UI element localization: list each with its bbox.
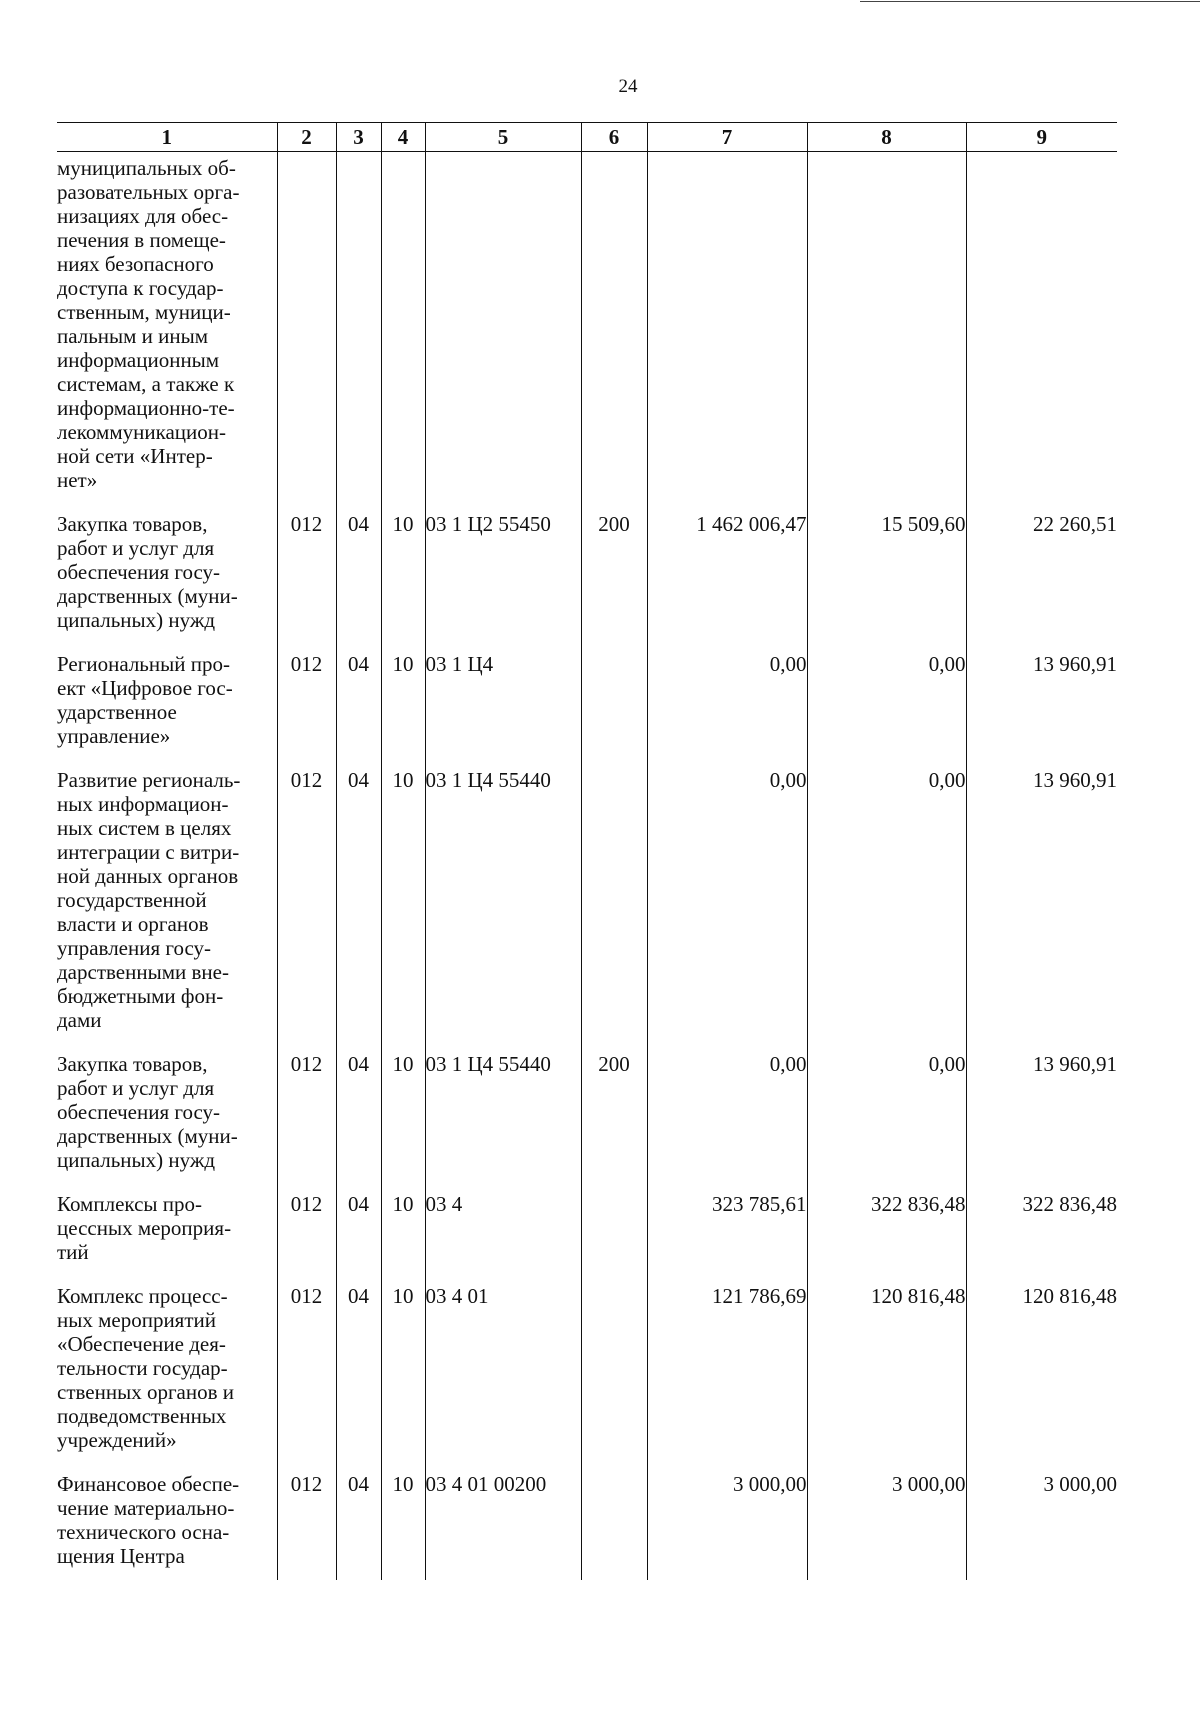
cell-col-3: 04 <box>336 1472 381 1580</box>
cell-col-6 <box>581 1284 647 1472</box>
cell-name: Комплекс процесс- ных мероприятий «Обеспечение дея- тельности государ- ственных органов и подведомственных учреждений» <box>57 1284 235 1452</box>
cell-name: Региональный про- ект «Цифровое гос- ударственное управление» <box>57 652 233 748</box>
cell-col-2: 012 <box>277 1052 336 1192</box>
table-header-row <box>57 123 1117 152</box>
cell-col-9: 22 260,51 <box>966 512 1117 652</box>
table-row <box>57 1284 1117 1472</box>
cell-col-4: 10 <box>381 1472 425 1580</box>
cell-col-7: 1 462 006,47 <box>647 512 807 652</box>
cell-col-3: 04 <box>336 512 381 652</box>
cell-col-6 <box>581 652 647 768</box>
column-header: 5 <box>425 123 581 152</box>
table-body <box>57 152 1117 1581</box>
cell-col-2: 012 <box>277 768 336 1052</box>
cell-col-3: 04 <box>336 1052 381 1192</box>
cell-col-5: 03 4 01 <box>425 1284 581 1472</box>
cell-name: Комплексы про- цессных мероприя- тий <box>57 1192 232 1264</box>
table-row <box>57 1052 1117 1192</box>
cell-col-5: 03 4 <box>425 1192 581 1284</box>
cell-col-2: 012 <box>277 1192 336 1284</box>
cell-col-7: 3 000,00 <box>647 1472 807 1580</box>
cell-col-6 <box>581 1192 647 1284</box>
cell-col-2: 012 <box>277 652 336 768</box>
cell-name: Финансовое обеспе- чение материально- технического осна- щения Центра <box>57 1472 240 1568</box>
table-row <box>57 1472 1117 1580</box>
cell-col-9: 13 960,91 <box>966 652 1117 768</box>
cell-col-5: 03 1 Ц4 <box>425 652 581 768</box>
table-row <box>57 512 1117 652</box>
cell-col-3: 04 <box>336 1284 381 1472</box>
cell-col-4: 10 <box>381 652 425 768</box>
column-header: 4 <box>381 123 425 152</box>
cell-col-2: 012 <box>277 1284 336 1472</box>
cell-col-4: 10 <box>381 1192 425 1284</box>
cell-col-8: 0,00 <box>807 1052 966 1192</box>
cell-col-2: 012 <box>277 512 336 652</box>
cell-col-5: 03 1 Ц4 55440 <box>425 1052 581 1192</box>
table-row <box>57 1192 1117 1284</box>
table-row <box>57 152 1117 513</box>
cell-col-4: 10 <box>381 1284 425 1472</box>
cell-col-4: 10 <box>381 1052 425 1192</box>
cell-col-6 <box>581 768 647 1052</box>
cell-col-8: 120 816,48 <box>807 1284 966 1472</box>
cell-name: Закупка товаров, работ и услуг для обеспечения госу- дарственных (муни- ципальных) нужд <box>57 1052 238 1172</box>
table-row <box>57 652 1117 768</box>
cell-col-6 <box>581 152 647 513</box>
cell-col-7: 323 785,61 <box>647 1192 807 1284</box>
cell-col-8: 322 836,48 <box>807 1192 966 1284</box>
column-header: 8 <box>807 123 966 152</box>
column-header: 1 <box>57 123 277 152</box>
cell-name: муниципальных об- разовательных орга- низациях для обес- печения в помеще- ниях безопасного доступа к государ- ственным, муници- пальным и иным информационным системам, а также к информационно-те- лекоммуникацион- ной сети «Интер- нет» <box>57 156 240 492</box>
cell-col-7: 0,00 <box>647 768 807 1052</box>
cell-col-9: 120 816,48 <box>966 1284 1117 1472</box>
cell-col-3: 04 <box>336 652 381 768</box>
cell-col-5: 03 1 Ц2 55450 <box>425 512 581 652</box>
budget-table <box>57 122 1117 1580</box>
cell-col-9: 13 960,91 <box>966 768 1117 1052</box>
cell-col-4: 10 <box>381 512 425 652</box>
cell-col-9: 322 836,48 <box>966 1192 1117 1284</box>
cell-col-8: 0,00 <box>807 652 966 768</box>
cell-col-4 <box>381 152 425 513</box>
cell-col-6: 200 <box>581 512 647 652</box>
cell-name: Развитие региональ- ных информацион- ных систем в целях интеграции с витри- ной данных органов государственной власти и органов управления госу- дарственными вне- бюджетными фон- дами <box>57 768 241 1032</box>
cell-col-3: 04 <box>336 768 381 1052</box>
cell-col-9: 13 960,91 <box>966 1052 1117 1192</box>
cell-col-4: 10 <box>381 768 425 1052</box>
column-header: 9 <box>966 123 1117 152</box>
cell-col-8: 15 509,60 <box>807 512 966 652</box>
page-number: 24 <box>618 76 638 97</box>
cell-name: Закупка товаров, работ и услуг для обеспечения госу- дарственных (муни- ципальных) нужд <box>57 512 238 632</box>
cell-col-2 <box>277 152 336 513</box>
column-header: 2 <box>277 123 336 152</box>
cell-col-9 <box>966 152 1117 513</box>
cell-col-6: 200 <box>581 1052 647 1192</box>
cell-col-7: 121 786,69 <box>647 1284 807 1472</box>
cell-col-7: 0,00 <box>647 1052 807 1192</box>
cell-col-9: 3 000,00 <box>966 1472 1117 1580</box>
cell-col-6 <box>581 1472 647 1580</box>
table-row <box>57 768 1117 1052</box>
cell-col-5: 03 4 01 00200 <box>425 1472 581 1580</box>
cell-col-7: 0,00 <box>647 652 807 768</box>
cell-col-3: 04 <box>336 1192 381 1284</box>
cell-col-7 <box>647 152 807 513</box>
cell-col-8: 0,00 <box>807 768 966 1052</box>
cell-col-8 <box>807 152 966 513</box>
cell-col-5 <box>425 152 581 513</box>
column-header: 6 <box>581 123 647 152</box>
cell-col-5: 03 1 Ц4 55440 <box>425 768 581 1052</box>
cell-col-8: 3 000,00 <box>807 1472 966 1580</box>
column-header: 3 <box>336 123 381 152</box>
cell-col-3 <box>336 152 381 513</box>
column-header: 7 <box>647 123 807 152</box>
cell-col-2: 012 <box>277 1472 336 1580</box>
top-rule <box>860 1 1200 2</box>
